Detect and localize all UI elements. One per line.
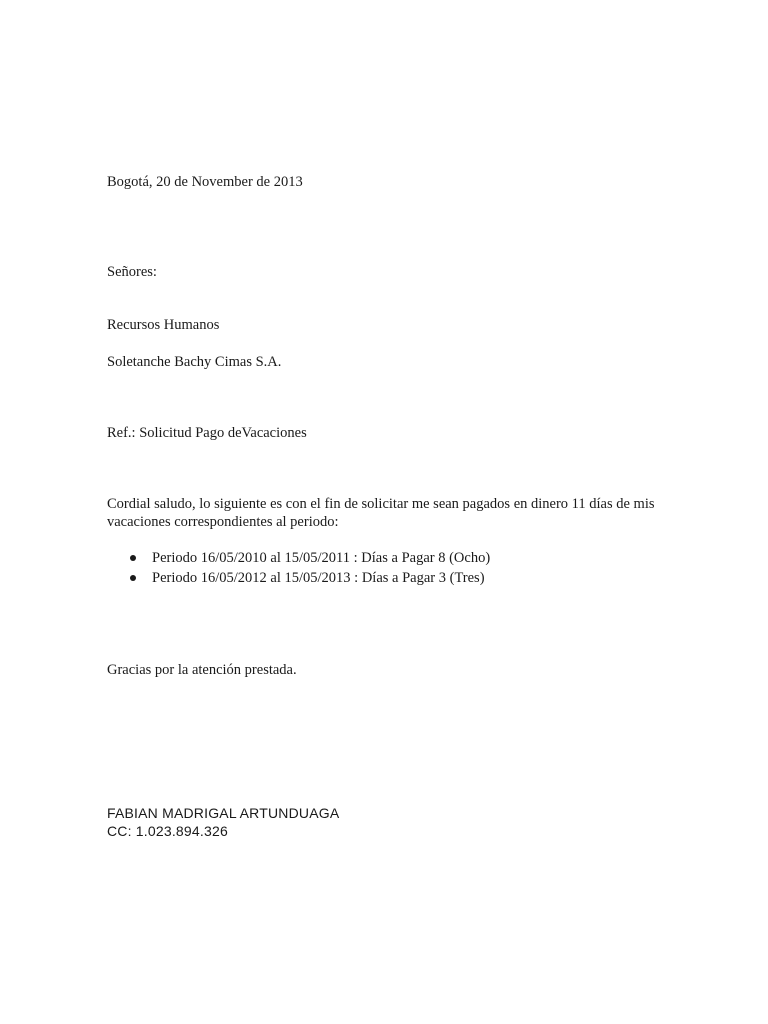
recipient-company: Soletanche Bachy Cimas S.A. xyxy=(107,354,282,370)
period-text: Periodo 16/05/2010 al 15/05/2011 : Días a Pagar 8 (Ocho) xyxy=(152,550,491,566)
period-text: Periodo 16/05/2012 al 15/05/2013 : Días a Pagar 3 (Tres) xyxy=(152,570,485,586)
list-item xyxy=(107,548,490,568)
reference-line: Ref.: Solicitud Pago deVacaciones xyxy=(107,425,307,441)
signer-name: FABIAN MADRIGAL ARTUNDUAGA xyxy=(107,805,340,821)
date-line: Bogotá, 20 de November de 2013 xyxy=(107,174,303,190)
bullet-icon xyxy=(130,555,136,561)
body-paragraph: Cordial saludo, lo siguiente es con el fin de solicitar me sean pagados en dinero 11 días de mis vacaciones correspondientes al periodo: xyxy=(107,496,655,530)
recipient-department: Recursos Humanos xyxy=(107,317,220,333)
closing-line: Gracias por la atención prestada. xyxy=(107,662,297,678)
bullet-icon xyxy=(130,575,136,581)
signer-id: CC: 1.023.894.326 xyxy=(107,823,228,839)
list-item xyxy=(107,568,490,588)
salutation: Señores: xyxy=(107,264,157,280)
period-list xyxy=(107,548,490,588)
